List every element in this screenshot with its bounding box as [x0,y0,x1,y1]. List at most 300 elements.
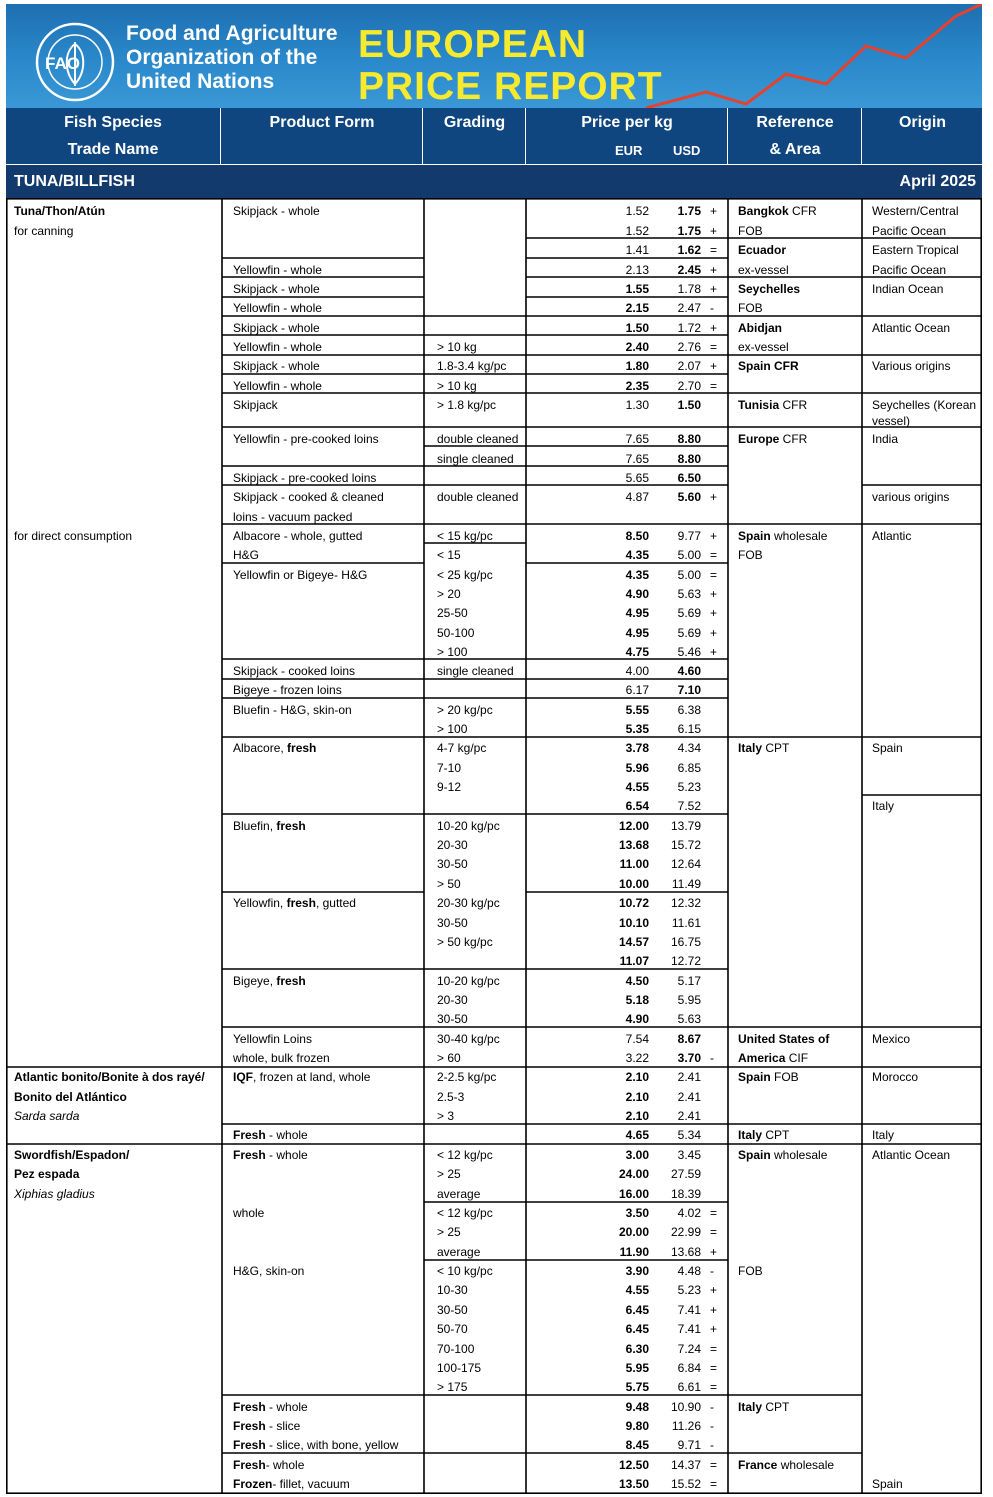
grading-value: < 25 kg/pc [437,568,493,582]
eur-price: 1.50 [625,321,649,335]
eur-price: 7.65 [625,432,649,446]
col-price-label: Price per kg [581,114,673,131]
trend-indicator: + [710,587,718,601]
grading-value: 50-70 [437,1322,468,1336]
eur-price: 4.50 [625,974,649,988]
product-form: Skipjack [233,398,278,412]
product-form: Skipjack - pre-cooked loins [233,471,377,485]
grading-value: 30-50 [437,1303,468,1317]
usd-price: 27.59 [670,1167,701,1181]
usd-price: 5.69 [677,626,701,640]
origin-value: Western/Central [872,204,959,218]
grading-value: > 10 kg [437,340,477,354]
eur-price: 8.45 [625,1438,649,1452]
col-product-label: Product Form [269,114,375,131]
eur-price: 2.10 [625,1070,649,1084]
eur-price: 9.48 [625,1400,649,1414]
grading-value: single cleaned [437,452,514,466]
usd-price: 5.69 [677,606,701,620]
eur-price: 6.17 [625,683,649,697]
grading-value: 100-175 [437,1361,482,1375]
product-form: Skipjack - whole [233,282,320,296]
grading-value: single cleaned [437,664,514,678]
col-header-grading [424,108,526,164]
origin-value: Seychelles (Korean [872,398,977,412]
eur-price: 4.65 [625,1128,649,1142]
grading-value: > 60 [437,1051,461,1065]
grading-value: 50-100 [437,626,475,640]
species-name: Xiphias gladius [14,1187,95,1201]
grading-value: average [437,1245,481,1259]
eur-price: 7.54 [625,1032,649,1046]
usd-price: 3.70 [677,1051,701,1065]
origin-value: Indian Ocean [872,282,944,296]
origin-value: Morocco [872,1070,919,1084]
product-form: H&G [233,548,260,562]
eur-price: 1.52 [625,224,649,238]
species-name: Bonito del Atlántico [14,1090,127,1104]
grading-value: > 25 [437,1167,461,1181]
origin-value: Eastern Tropical [872,243,959,257]
trend-indicator: - [710,301,714,315]
grading-value: 20-30 [437,993,468,1007]
usd-price: 18.39 [670,1187,701,1201]
trend-indicator: - [710,1438,714,1452]
eur-price: 9.80 [625,1419,649,1433]
eur-price: 3.00 [625,1148,649,1162]
species-name: for direct consumption [14,529,133,543]
eur-price: 5.65 [625,471,649,485]
usd-price: 6.84 [677,1361,701,1375]
grading-value: 70-100 [437,1342,475,1356]
eur-price: 2.13 [625,263,649,277]
trend-indicator: = [710,548,718,562]
grading-value: > 100 [437,722,468,736]
col-header-reference [729,108,862,164]
usd-price: 9.71 [677,1438,701,1452]
product-form: Fresh - whole [233,1128,308,1142]
usd-price: 7.41 [677,1322,701,1336]
usd-price: 22.99 [670,1225,701,1239]
grading-value: 20-30 [437,838,468,852]
trend-indicator: - [710,1051,714,1065]
product-form: Fresh - slice, with bone, yellow [233,1438,399,1452]
eur-price: 3.78 [625,741,649,755]
col-origin-label: Origin [898,114,947,131]
col-usd-label: USD [673,143,701,158]
usd-price: 5.63 [677,587,701,601]
grading-value: 30-40 kg/pc [437,1032,500,1046]
grading-value: > 25 [437,1225,461,1239]
eur-price: 10.72 [618,896,649,910]
usd-price: 2.41 [677,1090,701,1104]
trend-indicator: + [710,1245,718,1259]
trend-indicator: + [710,490,718,504]
eur-price: 4.90 [625,587,649,601]
trend-indicator: = [710,1361,718,1375]
eur-price: 20.00 [618,1225,649,1239]
product-form: Fresh - whole [233,1400,308,1414]
grading-value: > 20 kg/pc [437,703,493,717]
eur-price: 12.00 [618,819,649,833]
usd-price: 11.49 [671,877,701,891]
origin-value: Italy [872,1128,895,1142]
report-banner [6,4,982,108]
origin-value: vessel) [872,414,911,428]
price-table [6,198,982,1494]
trend-indicator: - [710,1400,714,1414]
trend-indicator: = [710,1458,718,1472]
eur-price: 4.95 [625,606,649,620]
report-title [358,24,663,108]
table-gridlines [6,198,982,1494]
trend-indicator: = [710,568,718,582]
usd-price: 12.32 [670,896,701,910]
product-form: IQF, frozen at land, whole [233,1070,371,1084]
fao-logo-icon [34,22,116,107]
reference-area: Ecuador [738,243,787,257]
product-form: Yellowfin - whole [233,263,322,277]
trend-indicator: + [710,263,718,277]
grading-value: < 10 kg/pc [437,1264,493,1278]
usd-price: 6.85 [677,761,701,775]
reference-area: Tunisia CFR [738,398,808,412]
origin-value: Spain [872,1477,903,1491]
logo-letter-f: FAO [45,54,80,73]
eur-price: 3.22 [625,1051,649,1065]
usd-price: 2.45 [677,263,701,277]
grading-value: 25-50 [437,606,468,620]
trend-indicator: - [710,1419,714,1433]
grading-value: average [437,1187,481,1201]
product-form: Skipjack - whole [233,204,320,218]
trend-indicator: + [710,1322,718,1336]
eur-price: 4.87 [625,490,649,504]
reference-area: Abidjan [738,321,782,335]
usd-price: 7.52 [677,799,701,813]
eur-price: 2.10 [625,1090,649,1104]
trend-indicator: = [710,1206,718,1220]
usd-price: 7.24 [677,1342,701,1356]
eur-price: 2.40 [625,340,649,354]
usd-price: 2.07 [677,359,701,373]
usd-price: 1.62 [677,243,701,257]
usd-price: 8.80 [677,452,701,466]
usd-price: 1.75 [677,224,701,238]
grading-value: > 20 [437,587,461,601]
product-form: Bluefin, fresh [233,819,306,833]
reference-area: Europe CFR [738,432,808,446]
eur-price: 11.07 [619,954,649,968]
species-name: Tuna/Thon/Atún [14,204,106,218]
eur-price: 13.68 [618,838,649,852]
usd-price: 8.80 [677,432,701,446]
origin-value: Mexico [872,1032,911,1046]
section-date: April 2025 [899,173,976,190]
trend-indicator: + [710,224,718,238]
report-title-line1: EUROPEAN [358,23,588,66]
product-form: Skipjack - whole [233,321,320,335]
trend-indicator: = [710,1342,718,1356]
eur-price: 7.65 [625,452,649,466]
usd-price: 10.90 [670,1400,701,1414]
usd-price: 13.68 [670,1245,701,1259]
origin-value: Atlantic Ocean [872,1148,951,1162]
usd-price: 5.34 [677,1128,701,1142]
trend-indicator: = [710,1225,718,1239]
grading-value: double cleaned [437,490,519,504]
product-form: H&G, skin-on [233,1264,305,1278]
usd-price: 5.23 [677,780,701,794]
usd-price: 4.48 [677,1264,701,1278]
grading-value: 30-50 [437,857,468,871]
usd-price: 11.61 [671,916,701,930]
product-form: Bigeye, fresh [233,974,306,988]
usd-price: 15.72 [670,838,701,852]
product-form: Albacore, fresh [233,741,317,755]
usd-price: 12.64 [670,857,701,871]
col-header-product [222,108,423,164]
eur-price: 6.45 [625,1303,649,1317]
reference-area: Bangkok CFR [738,204,817,218]
usd-price: 5.23 [677,1283,701,1297]
species-name: Pez espada [14,1167,80,1181]
eur-price: 2.15 [625,301,649,315]
trend-indicator: = [710,379,718,393]
usd-price: 4.34 [677,741,701,755]
grading-value: > 10 kg [437,379,477,393]
eur-price: 1.30 [625,398,649,412]
trend-indicator: + [710,645,718,659]
eur-price: 4.35 [625,568,649,582]
grading-value: 10-30 [437,1283,468,1297]
species-name: for canning [14,224,74,238]
product-form: Skipjack - whole [233,359,320,373]
origin-value: Italy [872,799,895,813]
usd-price: 6.61 [677,1380,701,1394]
usd-price: 9.77 [677,529,701,543]
product-form: Fresh - whole [233,1148,308,1162]
reference-area: ex-vessel [738,263,789,277]
reference-area: FOB [738,1264,763,1278]
eur-price: 1.55 [625,282,649,296]
usd-price: 1.78 [677,282,701,296]
usd-price: 7.10 [677,683,701,697]
product-form: Yellowfin - whole [233,340,322,354]
product-form: whole [233,1206,265,1220]
grading-value: 30-50 [437,1012,468,1026]
eur-price: 3.90 [625,1264,649,1278]
reference-area: America CIF [738,1051,809,1065]
reference-area: Spain wholesale [738,1148,828,1162]
eur-price: 13.50 [618,1477,649,1491]
col-reference-label: Reference [756,114,834,131]
trend-indicator: + [710,1283,718,1297]
usd-price: 2.41 [677,1109,701,1123]
eur-price: 2.35 [625,379,649,393]
grading-value: > 3 [437,1109,455,1123]
eur-price: 11.90 [619,1245,649,1259]
trend-indicator: - [710,1264,714,1278]
eur-price: 2.10 [625,1109,649,1123]
eur-price: 4.55 [625,780,649,794]
origin-value: Atlantic [872,529,912,543]
grading-value: < 15 kg/pc [437,529,493,543]
reference-area: Spain CFR [738,359,799,373]
reference-area: Spain wholesale [738,529,828,543]
eur-price: 10.00 [618,877,649,891]
reference-area: Italy CPT [738,741,790,755]
grading-value: > 50 kg/pc [437,935,493,949]
usd-price: 2.41 [677,1070,701,1084]
trend-indicator: + [710,529,718,543]
eur-price: 4.35 [625,548,649,562]
section-name: TUNA/BILLFISH [14,173,135,190]
product-form: Bluefin - H&G, skin-on [233,703,352,717]
grading-value: < 12 kg/pc [437,1148,493,1162]
origin-value: Atlantic Ocean [872,321,951,335]
grading-value: 9-12 [437,780,462,794]
usd-price: 1.75 [677,204,701,218]
eur-price: 5.18 [625,993,649,1007]
usd-price: 5.17 [677,974,701,988]
usd-price: 16.75 [670,935,701,949]
trend-indicator: + [710,359,718,373]
trend-indicator: = [710,1477,718,1491]
reference-area: FOB [738,224,763,238]
reference-area: ex-vessel [738,340,789,354]
usd-price: 5.46 [677,645,701,659]
usd-price: 8.67 [677,1032,701,1046]
eur-price: 6.54 [625,799,649,813]
grading-value: 2-2.5 kg/pc [437,1070,497,1084]
species-name: Swordfish/Espadon/ [14,1148,130,1162]
eur-price: 14.57 [618,935,649,949]
col-header-price [527,108,728,164]
trend-indicator: + [710,1303,718,1317]
col-area-label: & Area [769,141,821,158]
eur-price: 4.90 [625,1012,649,1026]
trend-indicator: = [710,243,718,257]
usd-price: 4.02 [677,1206,701,1220]
col-eur-label: EUR [615,143,643,158]
trend-indicator: = [710,1380,718,1394]
species-name: Atlantic bonito/Bonite à dos rayé/ [14,1070,205,1084]
usd-price: 6.15 [677,722,701,736]
org-name: Food and Agriculture Organization of the United Nations [126,22,338,93]
eur-price: 8.50 [625,529,649,543]
product-form: Albacore - whole, gutted [233,529,363,543]
usd-price: 2.47 [677,301,701,315]
grading-value: > 100 [437,645,468,659]
eur-price: 4.00 [625,664,649,678]
grading-value: < 12 kg/pc [437,1206,493,1220]
product-form: Skipjack - cooked & cleaned [233,490,384,504]
reference-area: FOB [738,301,763,315]
usd-price: 6.38 [677,703,701,717]
grading-value: double cleaned [437,432,519,446]
eur-price: 4.95 [625,626,649,640]
eur-price: 10.10 [618,916,649,930]
product-form: Yellowfin - pre-cooked loins [233,432,379,446]
grading-value: > 50 [437,877,461,891]
species-name: Sarda sarda [14,1109,80,1123]
usd-price: 3.45 [677,1148,701,1162]
eur-price: 5.55 [625,703,649,717]
reference-area: United States of [738,1032,830,1046]
product-form: Fresh - slice [233,1419,301,1433]
usd-price: 11.26 [671,1419,701,1433]
grading-value: < 15 [437,548,461,562]
reference-area: France wholesale [738,1458,835,1472]
eur-price: 4.75 [625,645,649,659]
eur-price: 1.52 [625,204,649,218]
reference-area: Spain FOB [738,1070,799,1084]
reference-area: Seychelles [738,282,801,296]
product-form: Yellowfin - whole [233,379,322,393]
origin-value: Various origins [872,359,951,373]
reference-area: Italy CPT [738,1400,790,1414]
grading-value: 10-20 kg/pc [437,819,500,833]
col-header-species [6,108,221,164]
usd-price: 5.63 [677,1012,701,1026]
usd-price: 4.60 [677,664,701,678]
usd-price: 1.50 [677,398,701,412]
usd-price: 14.37 [670,1458,701,1472]
product-form: whole, bulk frozen [233,1051,330,1065]
usd-price: 7.41 [677,1303,701,1317]
grading-value: 10-20 kg/pc [437,974,500,988]
product-form: loins - vacuum packed [233,510,353,524]
eur-price: 5.96 [625,761,649,775]
product-form: Bigeye - frozen loins [233,683,342,697]
col-species-label: Fish Species [64,114,162,131]
trend-indicator: + [710,606,718,620]
eur-price: 11.00 [619,857,649,871]
origin-value: Pacific Ocean [872,263,947,277]
reference-area: FOB [738,548,763,562]
grading-value: > 1.8 kg/pc [437,398,497,412]
eur-price: 5.35 [625,722,649,736]
eur-price: 6.30 [625,1342,649,1356]
usd-price: 6.50 [677,471,701,485]
grading-value: 4-7 kg/pc [437,741,487,755]
eur-price: 4.55 [625,1283,649,1297]
grading-value: 20-30 kg/pc [437,896,500,910]
origin-value: Pacific Ocean [872,224,947,238]
eur-price: 24.00 [618,1167,649,1181]
grading-value: 30-50 [437,916,468,930]
column-header [6,108,982,164]
product-form: Yellowfin or Bigeye- H&G [233,568,368,582]
report-title-line2: PRICE REPORT [358,65,663,108]
product-form: Fresh- whole [233,1458,305,1472]
col-header-origin [863,108,982,164]
eur-price: 3.50 [625,1206,649,1220]
usd-price: 5.00 [677,568,701,582]
usd-price: 1.72 [677,321,701,335]
origin-value: Spain [872,741,903,755]
origin-value: India [872,432,899,446]
product-form: Yellowfin - whole [233,301,322,315]
eur-price: 5.75 [625,1380,649,1394]
usd-price: 12.72 [670,954,701,968]
trend-indicator: + [710,626,718,640]
usd-price: 2.76 [677,340,701,354]
eur-price: 6.45 [625,1322,649,1336]
col-trade-name-label: Trade Name [67,141,159,158]
grading-value: 2.5-3 [437,1090,465,1104]
